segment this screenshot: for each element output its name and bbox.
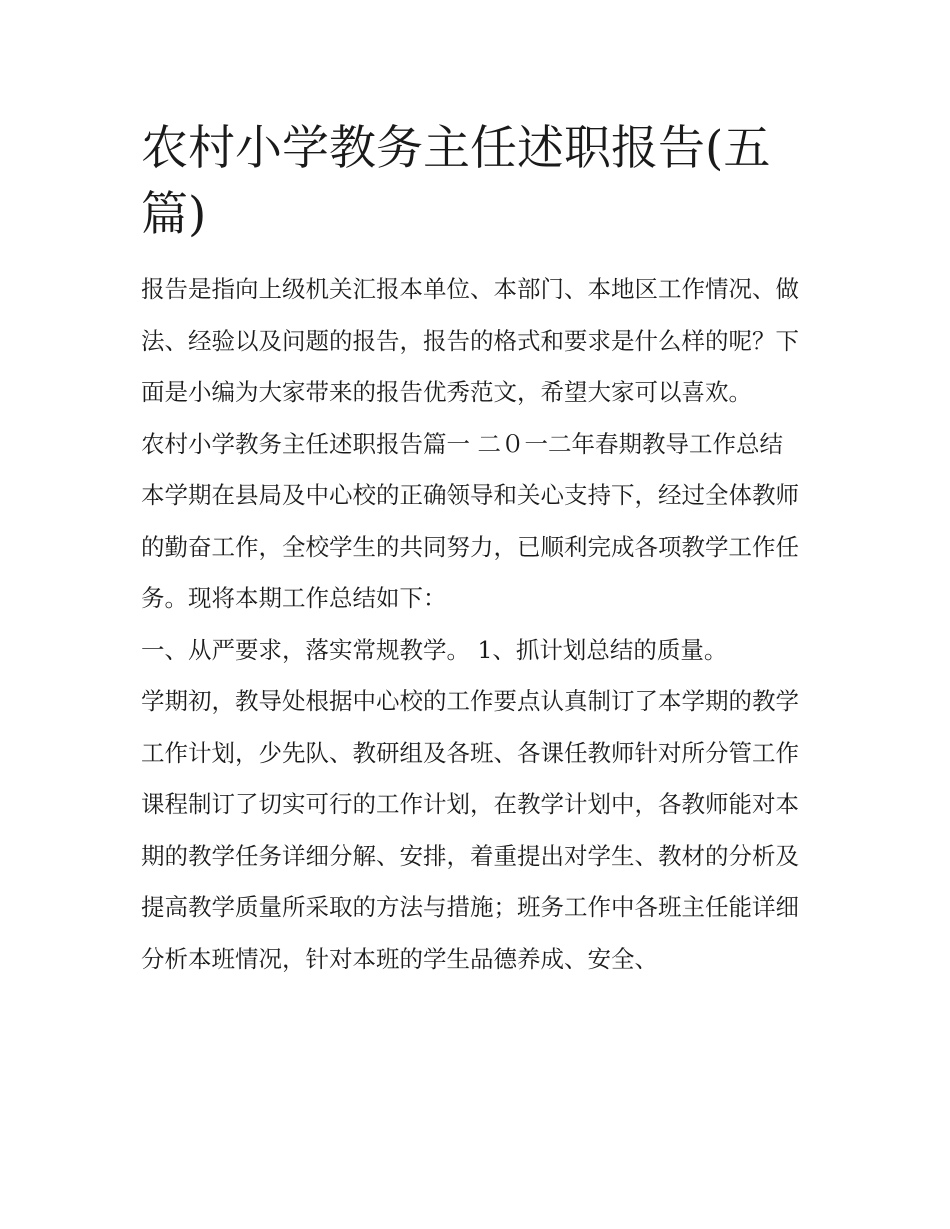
section-heading: 农村小学教务主任述职报告篇一 二０一二年春期教导工作总结 — [141, 429, 783, 458]
section-subheading: 一、从严要求，落实常规教学。 1、抓计划总结的质量。 — [141, 635, 728, 664]
body-paragraph: 本学期在县局及中心校的正确领导和关心支持下，经过全体教师的勤奋工作，全校学生的共同努力，已顺利完成各项教学工作任务。现将本期工作总结如下： — [141, 481, 799, 612]
document-body — [141, 116, 813, 985]
body-paragraph: 学期初，教导处根据中心校的工作要点认真制订了本学期的教学工作计划，少先队、教研组及各班、各课任教师针对所分管工作课程制订了切实可行的工作计划，在教学计划中，各教师能对本期的教学任务详细分解、安排，着重提出对学生、教材的分析及提高教学质量所采取的方法与措施；班务工作中各班主任能详细分析本班情况，针对本班的学生品德养成、安全、 — [141, 687, 799, 973]
document-title: 农村小学教务主任述职报告(五篇) — [141, 121, 771, 242]
intro-paragraph: 报告是指向上级机关汇报本单位、本部门、本地区工作情况、做法、经验以及问题的报告，报告的格式和要求是什么样的呢？下面是小编为大家带来的报告优秀范文，希望大家可以喜欢。 — [141, 275, 799, 406]
